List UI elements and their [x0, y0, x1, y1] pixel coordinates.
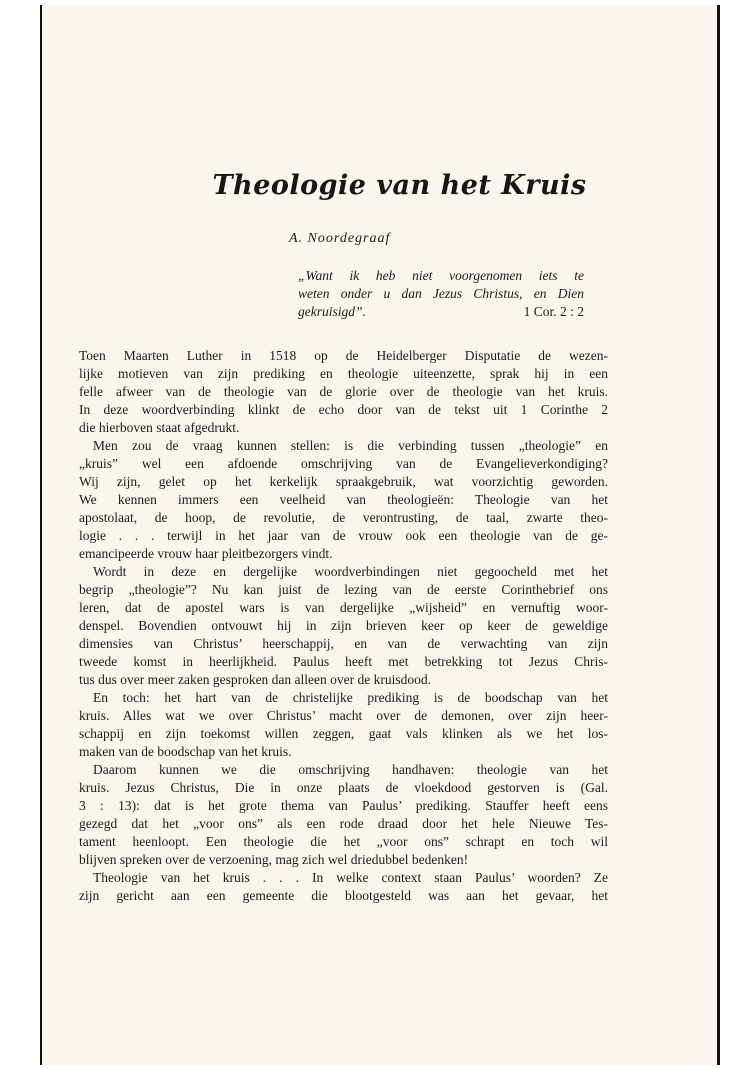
epigraph-line: weten onder u dan Jezus Christus, en Dien: [298, 286, 584, 301]
epigraph-last-line: [298, 303, 584, 321]
body-line: maken van de boodschap van het kruis.: [79, 744, 292, 759]
body-line: Toen Maarten Luther in 1518 op de Heidelberger Disputatie de wezen-: [79, 348, 608, 363]
body-line: tus dus over meer zaken gesproken dan alleen over de kruisdood.: [79, 672, 432, 687]
body-line: Daarom kunnen we die omschrijving handhaven: theologie van het: [93, 762, 608, 777]
body-line: schappij en zijn toekomst willen zeggen, gaat vals klinken als we het los-: [79, 726, 608, 741]
body-line: die hierboven staat afgedrukt.: [79, 420, 240, 435]
body-line: Men zou de vraag kunnen stellen: is die verbinding tussen „theologie” en: [93, 438, 608, 453]
body-line: In deze woordverbinding klinkt de echo door van de tekst uit 1 Corinthe 2: [79, 402, 608, 417]
body-line: logie . . . terwijl in het jaar van de vrouw ook een theologie van de ge-: [79, 528, 608, 543]
body-line: denspel. Bovendien ontvouwt hij in zijn brieven keer op keer de geweldige: [79, 618, 608, 633]
body-line: begrip „theologie”? Nu kan juist de lezing van de eerste Corinthebrief ons: [79, 582, 608, 597]
body-line: „kruis” wel een afdoende omschrijving van de Evangelieverkondiging?: [79, 456, 608, 471]
body-line: Theologie van het kruis . . . In welke context staan Paulus’ woorden? Ze: [93, 870, 608, 885]
body-line: felle afweer van de theologie van de glorie over de theologie van het kruis.: [79, 384, 608, 399]
body-line: tweede komst in heerlijkheid. Paulus heeft met betrekking tot Jezus Chris-: [79, 654, 608, 669]
body-line: leren, dat de apostel wars is van dergelijke „wijsheid” en vernuftig woor-: [79, 600, 608, 615]
epigraph-line: „Want ik heb niet voorgenomen iets te: [298, 268, 584, 283]
article-title: Theologie van het Kruis: [212, 170, 587, 201]
body-line: tament heenloopt. Een theologie die het „voor ons” schrapt en toch wil: [79, 834, 608, 849]
body-line: 3 : 13): dat is het grote thema van Paulus’ prediking. Stauffer heeft eens: [79, 798, 608, 813]
epigraph-line: gekruisigd”.: [298, 304, 366, 319]
page-sheet: [40, 5, 720, 1065]
body-line: lijke motieven van zijn prediking en theologie uiteenzette, sprak hij in een: [79, 366, 608, 381]
body-line: Wij zijn, gelet op het kerkelijk spraakgebruik, wat voorzichtig geworden.: [79, 474, 608, 489]
body-line: kruis. Jezus Christus, Die in onze plaats de vloekdood gestorven is (Gal.: [79, 780, 608, 795]
article-body: [79, 347, 608, 905]
body-line: Wordt in deze en dergelijke woordverbindingen niet gegoocheld met het: [93, 564, 608, 579]
body-line: apostolaat, de hoop, de revolutie, de verontrusting, de taal, zwarte theo-: [79, 510, 608, 525]
body-line: En toch: het hart van de christelijke prediking is de boodschap van het: [93, 690, 608, 705]
body-line: zijn gericht aan een gemeente die blootgesteld was aan het gevaar, het: [79, 888, 608, 903]
body-line: emancipeerde vrouw haar pleitbezorgers vindt.: [79, 546, 333, 561]
body-line: dimensies van Christus’ heerschappij, en van de verwachting van zijn: [79, 636, 608, 651]
epigraph: [298, 267, 584, 321]
body-line: We kennen immers een veelheid van theologieën: Theologie van het: [79, 492, 608, 507]
body-line: gezegd dat het „voor ons” als een rode draad door het hele Nieuwe Tes-: [79, 816, 608, 831]
body-line: blijven spreken over de verzoening, mag zich wel driedubbel bedenken!: [79, 852, 469, 867]
body-line: kruis. Alles wat we over Christus’ macht over de demonen, over zijn heer-: [79, 708, 608, 723]
epigraph-reference: 1 Cor. 2 : 2: [523, 304, 584, 319]
author-name: A. Noordegraaf: [289, 231, 391, 246]
